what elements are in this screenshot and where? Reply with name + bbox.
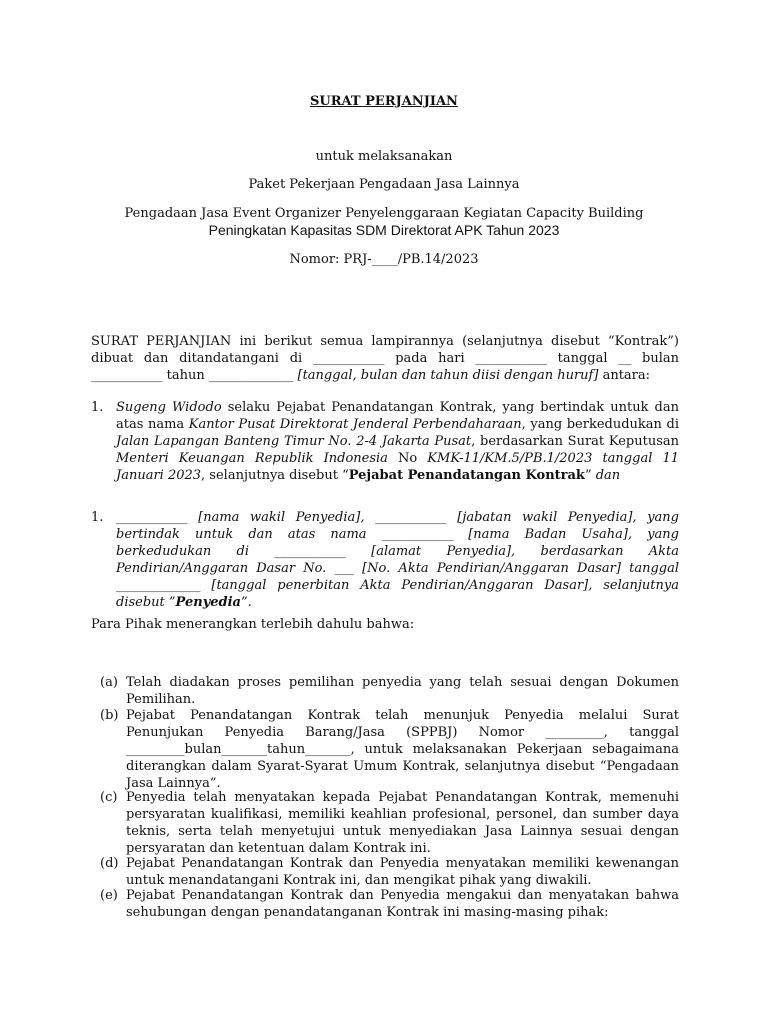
list-item-label: (a) — [100, 675, 118, 690]
subtitle-package: Paket Pekerjaan Pengadaan Jasa Lainnya — [248, 177, 520, 192]
intro-text: SURAT PERJANJIAN ini berikut semua lampirannya (selanjutnya disebut “Kontrak”) dibuat dan ditandatangani di ___________ pada hari ___________ tanggal __ bulan ___________ tahun _____________ — [91, 334, 679, 383]
list-item-text: Pejabat Penandatangan Kontrak dan Penyedia menyatakan memiliki kewenangan untuk menandatangani Kontrak ini, dan mengikat pihak yang diwakili. — [126, 856, 679, 888]
official-name: Sugeng Widodo — [116, 400, 222, 415]
recitals-intro: Para Pihak menerangkan terlebih dahulu bahwa: — [91, 617, 415, 632]
list-item-label: (e) — [100, 888, 118, 903]
list-item-label: (b) — [100, 708, 119, 723]
party-1-text-e: , selanjutnya disebut “ — [201, 468, 349, 483]
party-2-text-b: ”. — [240, 595, 252, 610]
project-name-part-2: Peningkatan Kapasitas SDM Direktorat APK Tahun 2023 — [208, 222, 560, 238]
party-2-text — [116, 509, 679, 611]
office-name: Kantor Pusat Direktorat Jenderal Perbendaharaan — [188, 417, 522, 432]
party-1-text-d: No — [387, 451, 428, 466]
intro-note: [tanggal, bulan dan tahun diisi dengan huruf] — [297, 368, 599, 383]
subtitle-purpose: untuk melaksanakan — [315, 149, 453, 164]
party-1-text-and: dan — [595, 468, 621, 483]
party-1-text-f: ” — [584, 468, 596, 483]
document-title: SURAT PERJANJIAN — [310, 94, 458, 109]
list-item-label: (d) — [100, 856, 119, 871]
intro-text-end: antara: — [598, 368, 651, 383]
project-name-part-1: Pengadaan Jasa Event Organizer Penyelenggaraan Kegiatan Capacity Building — [124, 206, 644, 221]
list-item-text: Penyedia telah menyatakan kepada Pejabat Penandatangan Kontrak, memenuhi persyaratan kualifikasi, memiliki keahlian profesional, personel, dan sumber daya teknis, serta telah menyetujui untuk menyediakan Jasa Lainnya sesuai dengan persyaratan dan ketentuan dalam Kontrak ini. — [126, 790, 679, 856]
contract-number: Nomor: PRJ-____/PB.14/2023 — [289, 252, 479, 267]
decree-issuer: Menteri Keuangan Republik Indonesia — [116, 451, 388, 466]
list-item-text: Pejabat Penandatangan Kontrak dan Penyedia mengakui dan menyatakan bahwa sehubungan dengan penandatanganan Kontrak ini masing-masing pihak: — [126, 888, 679, 920]
party-2-text-a: ___________ [nama wakil Penyedia], ___________ [jabatan wakil Penyedia], yang bertindak untuk dan atas nama ___________ [nama Badan Usaha], yang berkedudukan di ___________ [alamat Penyedia], berdasarkan Akta Pendirian/Anggaran Dasar No. ___ [No. Akta Pendirian/Anggaran Dasar] tanggal _____________ [tanggal penerbitan Akta Pendirian/Anggaran Dasar], selanjutnya disebut ” — [116, 510, 679, 610]
party-2-role: Penyedia — [175, 595, 241, 610]
party-1-text-a: selaku Pejabat Penandatangan Kontrak, yang bertindak untuk dan atas nama — [116, 400, 679, 432]
party-2-number: 1. — [91, 510, 104, 525]
list-item-label: (c) — [100, 790, 118, 805]
party-1-text — [116, 399, 679, 484]
party-1-text-b: , yang berkedudukan di — [521, 417, 679, 432]
subtitle-project — [90, 206, 678, 240]
list-item-text: Telah diadakan proses pemilihan penyedia yang telah sesuai dengan Dokumen Pemilihan. — [126, 675, 679, 707]
intro-paragraph — [91, 333, 679, 384]
party-1-text-c: , berdasarkan Surat Keputusan — [471, 434, 680, 449]
list-item-text: Pejabat Penandatangan Kontrak telah menunjuk Penyedia melalui Surat Penunjukan Penyedia Barang/Jasa (SPPBJ) Nomor _________, tanggal _________bulan_______tahun_______, untuk melaksanakan Pekerjaan sebagaimana diterangkan dalam Syarat-Syarat Umum Kontrak, selanjutnya disebut “Pengadaan Jasa Lainnya”. — [126, 708, 679, 791]
party-1-number: 1. — [91, 400, 104, 415]
decree-number: KMK-11/KM.5/PB.1/2023 tanggal 11 Januari 2023 — [116, 451, 679, 483]
party-1-role: Pejabat Penandatangan Kontrak — [348, 468, 585, 483]
office-address: Jalan Lapangan Banteng Timur No. 2-4 Jakarta Pusat — [116, 434, 472, 449]
